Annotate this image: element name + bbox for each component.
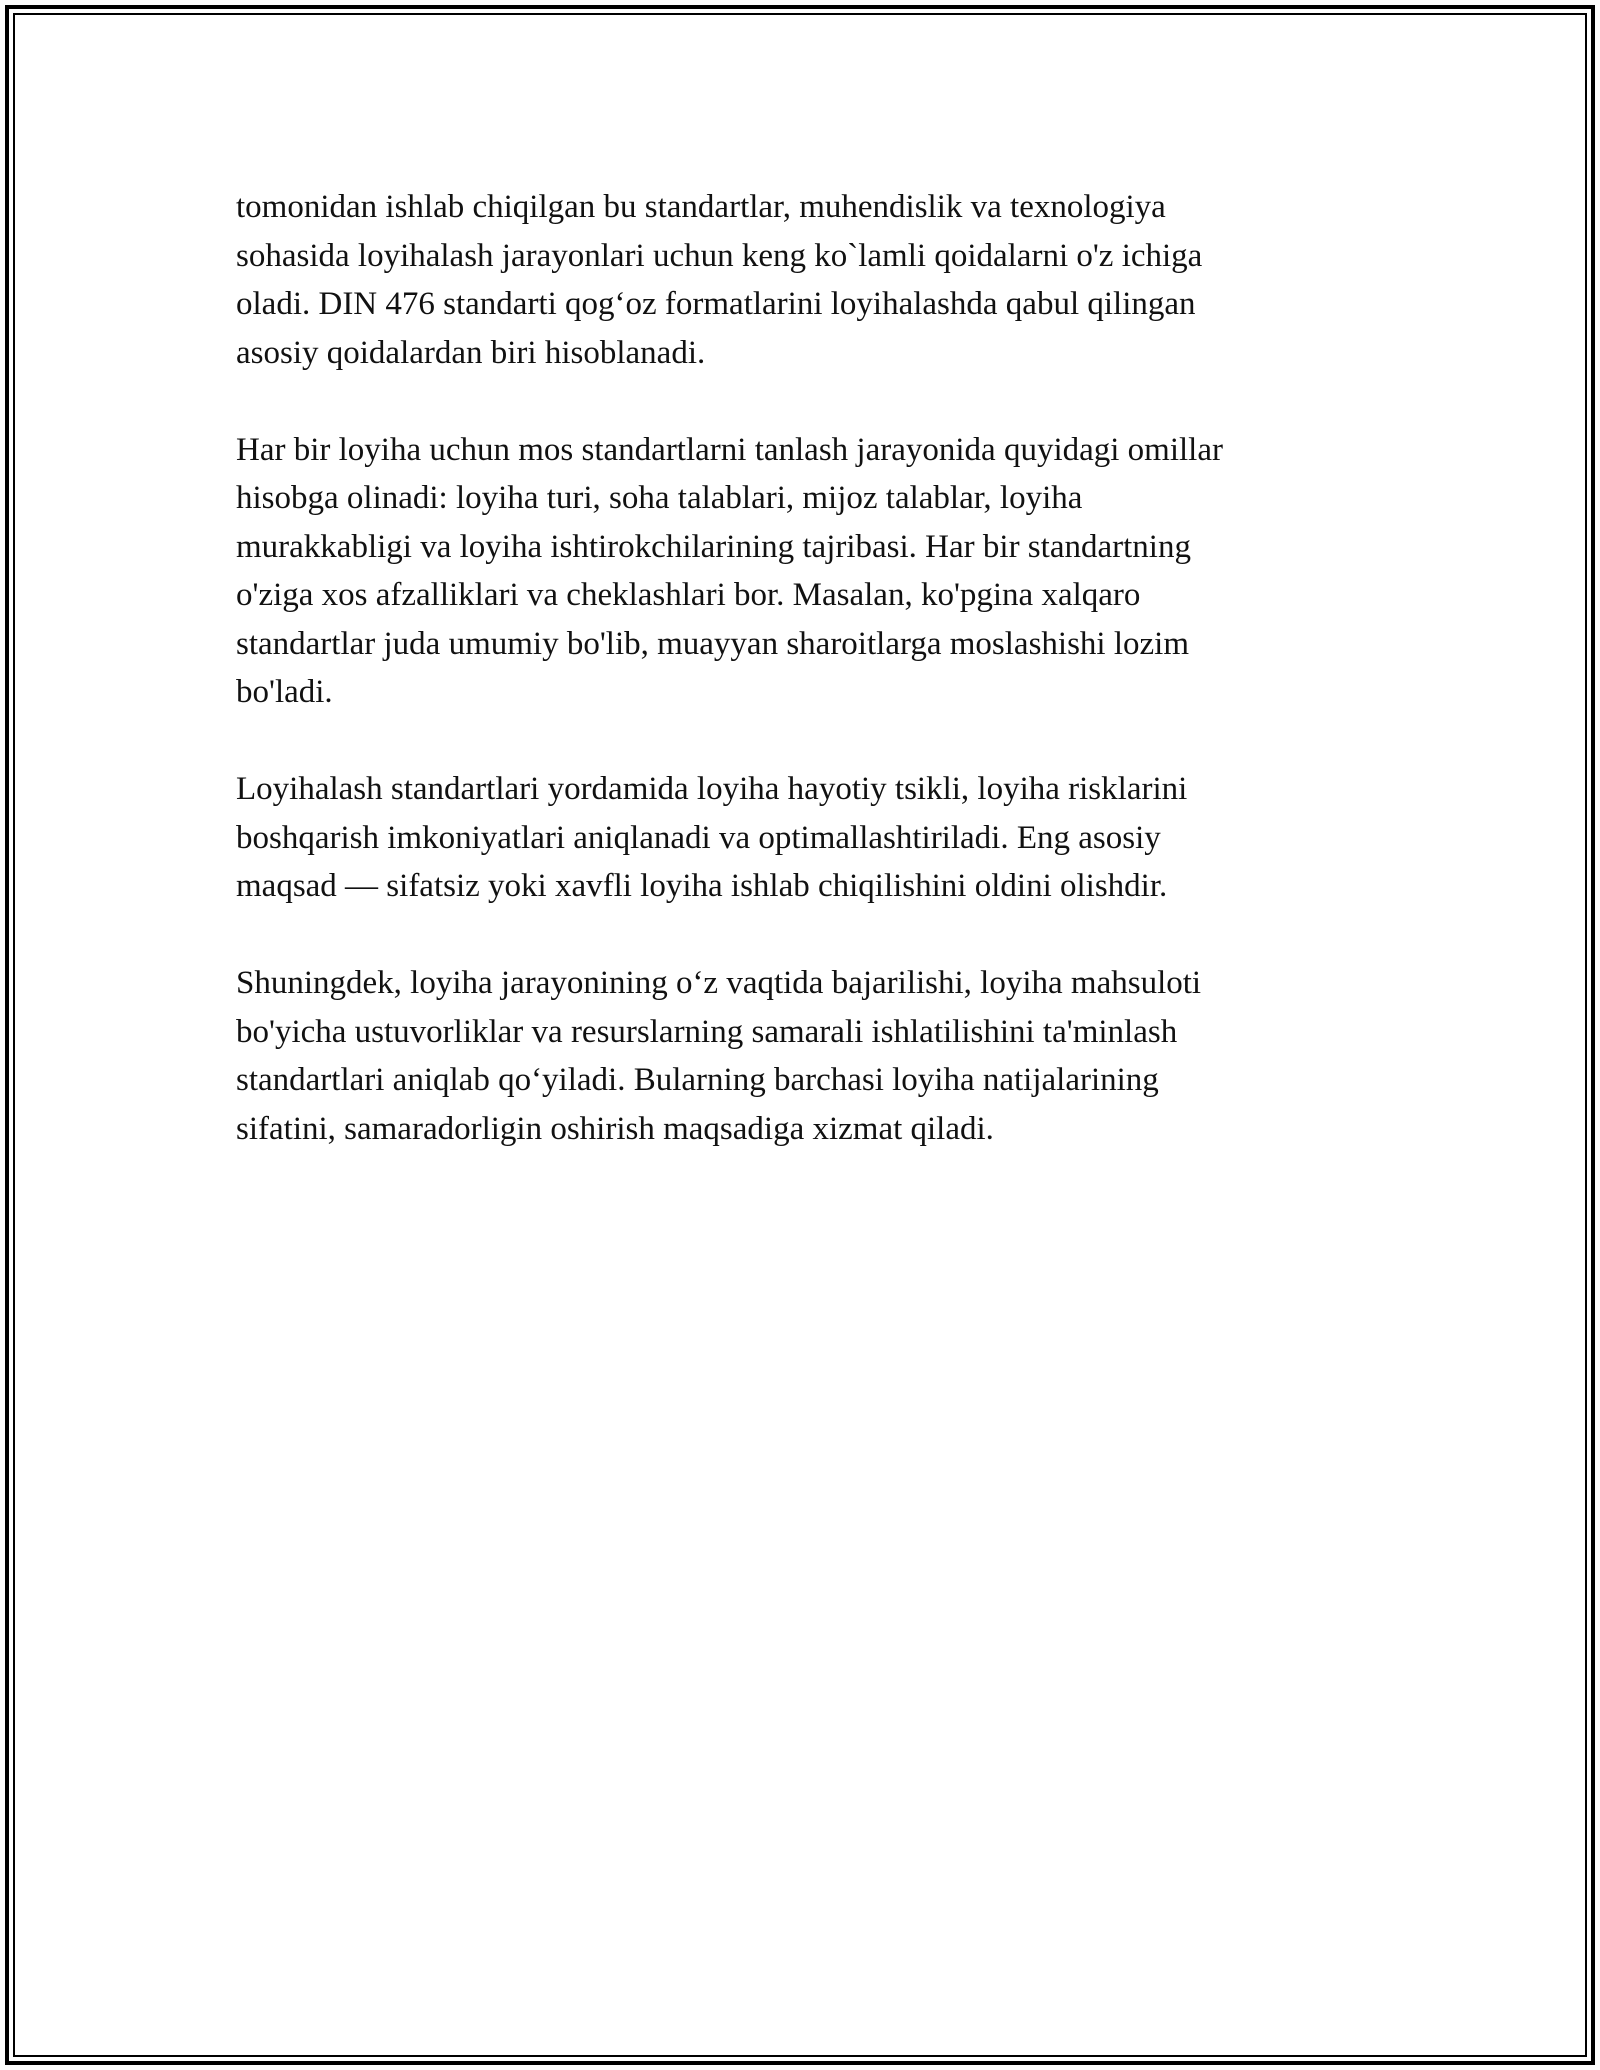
text-line: Shuningdek, loyiha jarayonining o‘z vaqtida bajarilishi, loyiha mahsuloti — [236, 965, 1202, 1001]
text-line: boshqarish imkoniyatlari aniqlanadi va optimallashtiriladi. Eng asosiy — [236, 819, 1161, 856]
paragraph-1 — [236, 183, 1366, 377]
text-line: bo'ladi. — [236, 674, 333, 710]
text-line: bo'yicha ustuvorliklar va resurslarning samarali ishlatilishini ta'minlash — [236, 1013, 1178, 1050]
text-line: o'ziga xos afzalliklari va cheklashlari bor. Masalan, ko'pgina xalqaro — [236, 577, 1141, 613]
text-line: hisobga olinadi: loyiha turi, soha talablari, mijoz talablar, loyiha — [236, 480, 1083, 516]
paragraph-3 — [236, 765, 1366, 911]
paragraph-2 — [236, 426, 1366, 717]
text-line: sohasida loyihalash jarayonlari uchun keng ko`lamli qoidalarni o'z ichiga — [236, 237, 1203, 274]
text-line: standartlar juda umumiy bo'lib, muayyan sharoitlarga moslashishi lozim — [236, 625, 1190, 662]
text-line: tomonidan ishlab chiqilgan bu standartlar, muhendislik va texnologiya — [236, 189, 1166, 225]
paragraph-4 — [236, 959, 1366, 1153]
text-line: standartlari aniqlab qo‘yiladi. Bularning barchasi loyiha natijalarining — [236, 1062, 1159, 1098]
text-line: murakkabligi va loyiha ishtirokchilarining tajribasi. Har bir standartning — [236, 528, 1191, 565]
text-line: asosiy qoidalardan biri hisoblanadi. — [236, 334, 706, 371]
text-line: Loyihalash standartlari yordamida loyiha hayotiy tsikli, loyiha risklarini — [236, 771, 1188, 807]
text-line: sifatini, samaradorligin oshirish maqsadiga xizmat qiladi. — [236, 1110, 994, 1147]
text-line: maqsad — sifatsiz yoki xavfli loyiha ishlab chiqilishini oldini olishdir. — [236, 868, 1168, 904]
document-body — [236, 183, 1366, 1153]
text-line: oladi. DIN 476 standarti qog‘oz formatlarini loyihalashda qabul qilingan — [236, 286, 1196, 322]
text-line: Har bir loyiha uchun mos standartlarni tanlash jarayonida quyidagi omillar — [236, 431, 1223, 468]
